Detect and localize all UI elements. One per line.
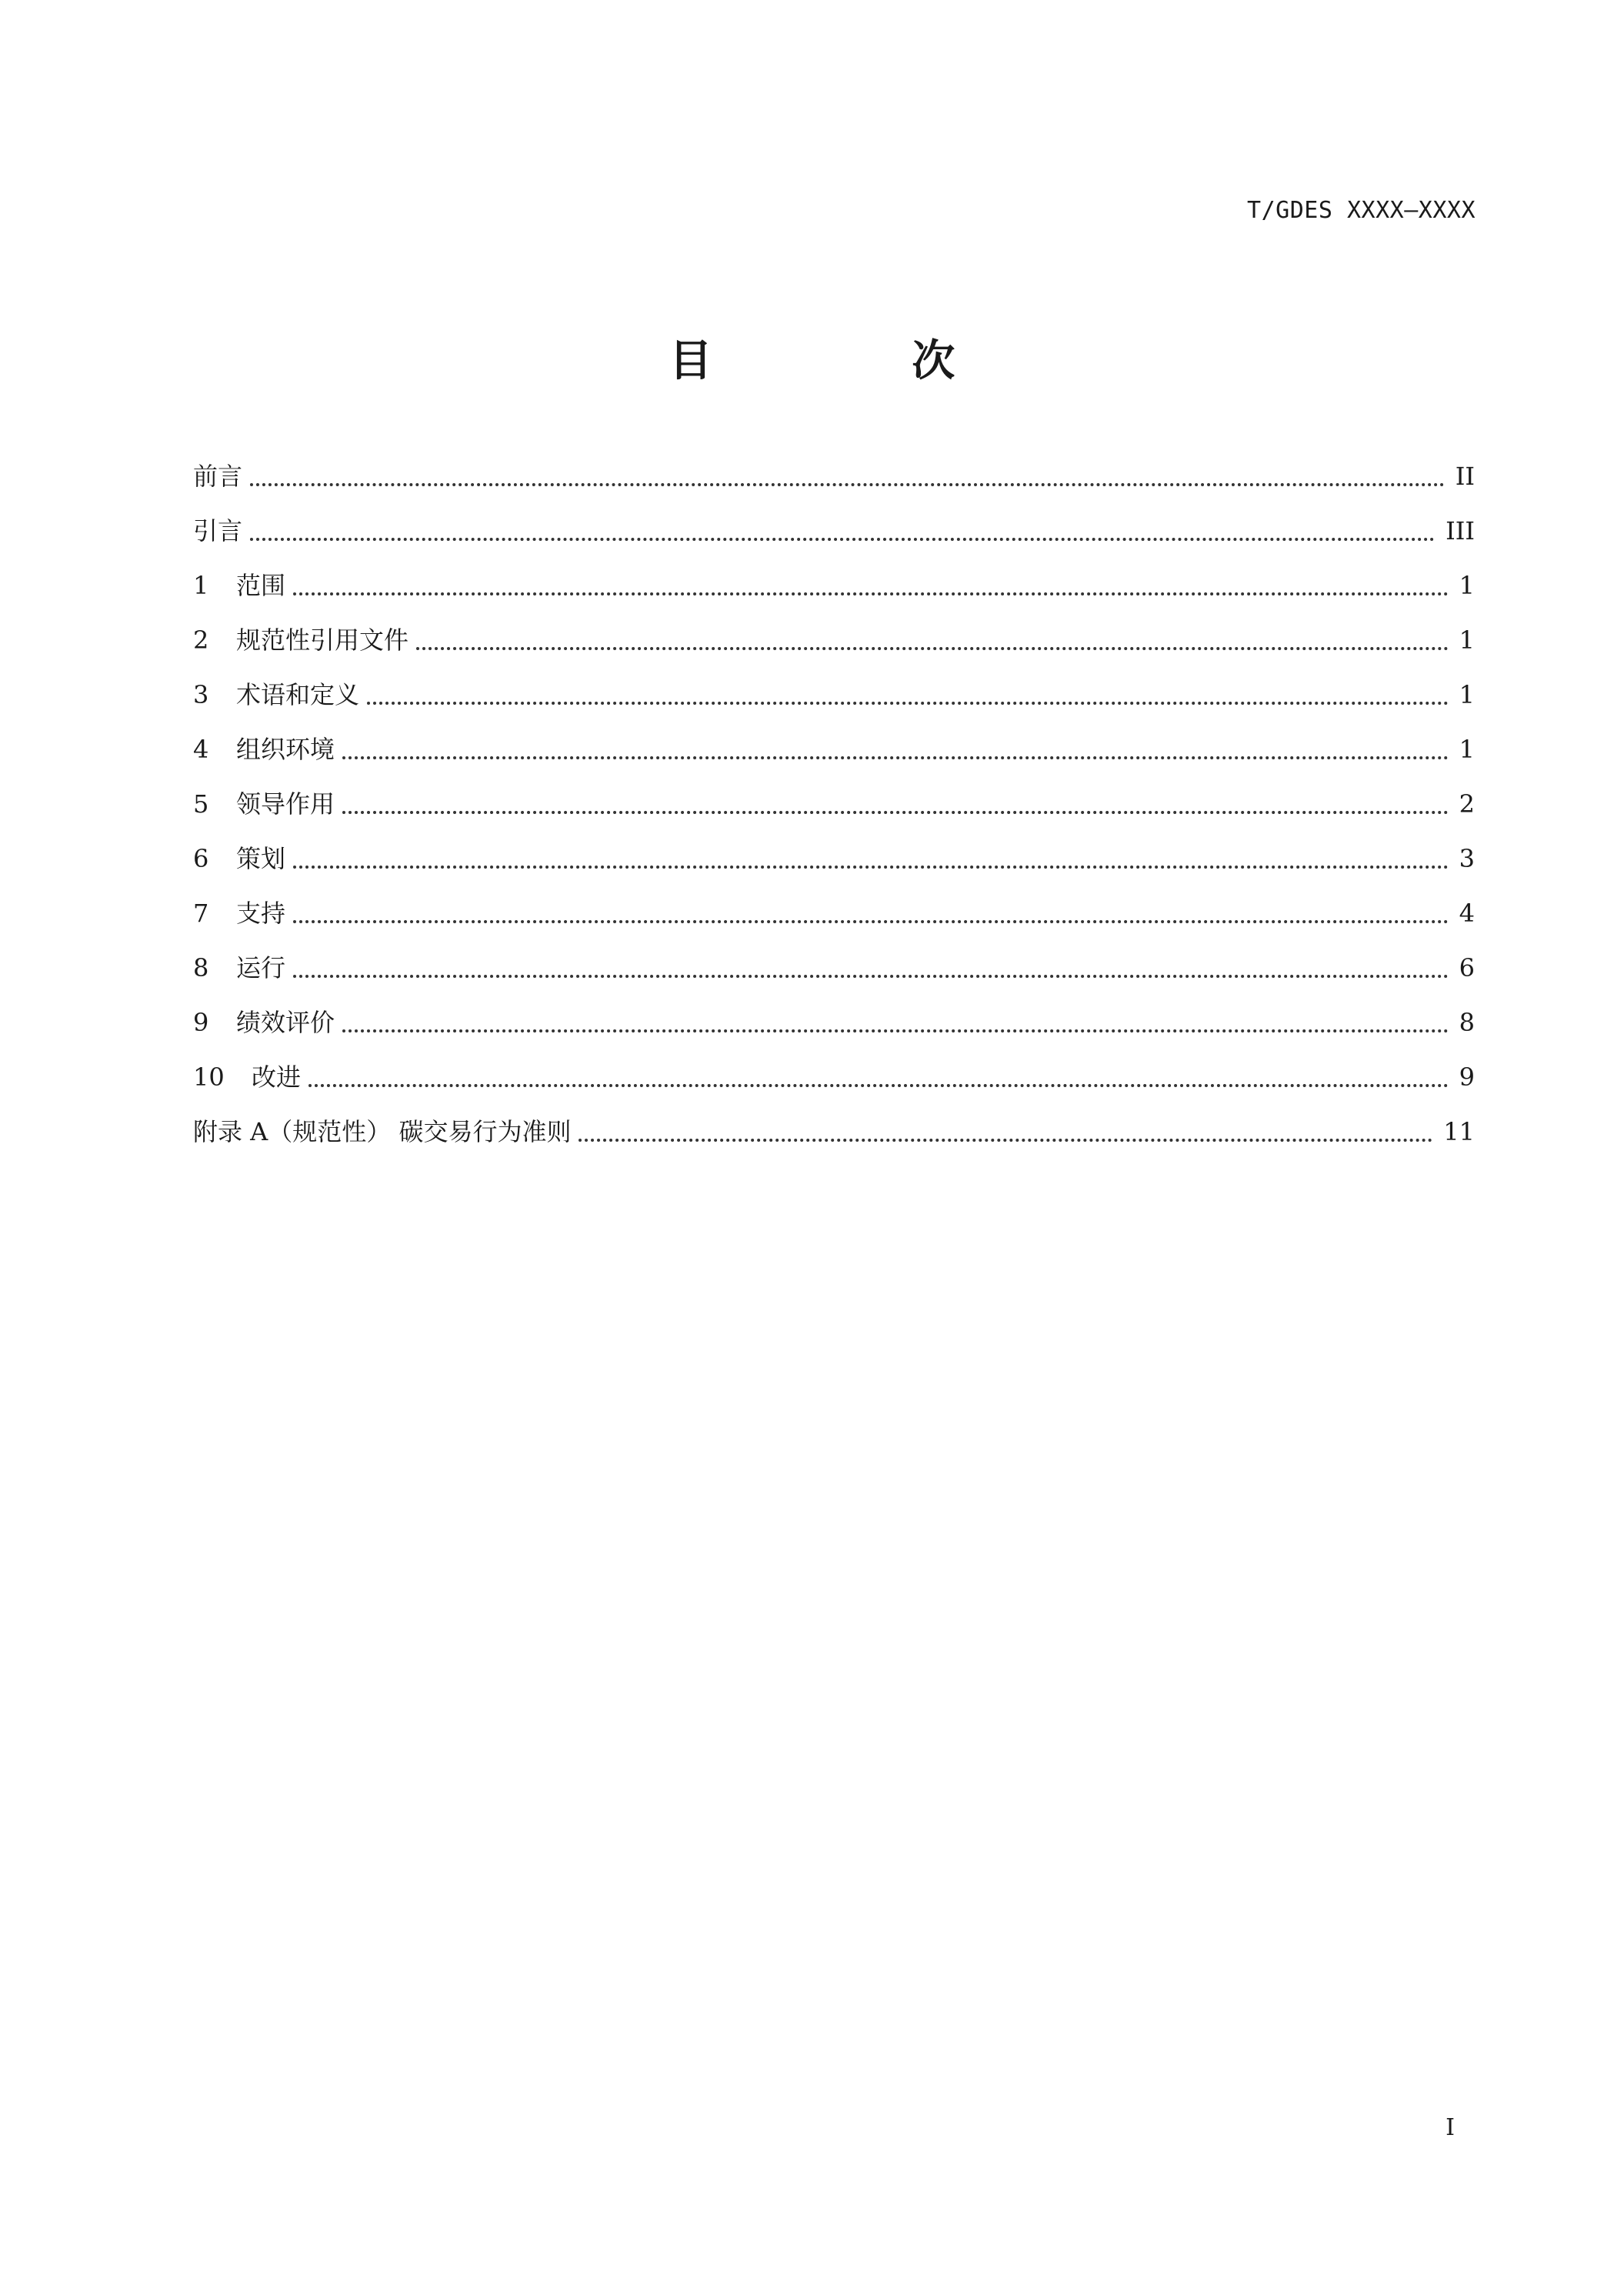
toc-entry-5[interactable] [193,777,1475,832]
toc-entry-label: 支持 [236,899,286,928]
dot-leader [367,702,1449,705]
toc-entry-number: 10 [193,1062,225,1092]
toc-entry-number: 6 [193,844,209,873]
dot-leader [416,647,1449,650]
dot-leader [342,811,1449,814]
toc-entry-number: 2 [193,625,209,655]
dot-leader [579,1139,1432,1142]
toc-entry-1[interactable] [193,559,1475,613]
dot-leader [293,920,1449,923]
toc-entry-page: 6 [1459,953,1475,982]
toc-entry-page: 1 [1459,571,1475,600]
toc-entry-page: 1 [1459,680,1475,709]
toc-entry-page: 3 [1459,844,1475,873]
toc-entry-number: 4 [193,735,209,764]
toc-entry-page: II [1455,462,1475,491]
dot-leader [342,756,1449,759]
dot-leader [293,975,1449,978]
toc-entry-label: 术语和定义 [236,680,360,709]
toc-entry-page: 2 [1459,789,1475,819]
toc-entry-page: 4 [1459,899,1475,928]
dot-leader [250,483,1445,486]
page-title: 目 次 [669,336,1048,386]
toc-entry-number: 9 [193,1008,209,1037]
toc-entry-page: 1 [1459,625,1475,655]
dot-leader [293,592,1449,595]
toc-entry-label: 组织环境 [236,735,335,764]
toc-entry-appendix-a[interactable] [193,1105,1475,1159]
toc-entry-label: 附录 A（规范性） 碳交易行为准则 [193,1117,572,1146]
toc-entry-foreword[interactable] [193,449,1475,504]
toc-entry-number: 5 [193,789,209,819]
toc-entry-page: 11 [1443,1117,1475,1146]
toc-entry-2[interactable] [193,613,1475,668]
toc-entry-4[interactable] [193,722,1475,777]
dot-leader [293,866,1449,869]
toc-entry-3[interactable] [193,668,1475,722]
toc-entry-8[interactable] [193,941,1475,996]
toc-entry-number: 7 [193,899,209,928]
toc-entry-introduction[interactable] [193,504,1475,559]
toc-entry-number: 3 [193,680,209,709]
toc-entry-7[interactable] [193,886,1475,941]
toc-entry-label: 规范性引用文件 [236,625,409,655]
toc-entry-page: 9 [1459,1062,1475,1092]
table-of-contents [193,449,1475,1159]
toc-entry-label: 运行 [236,953,286,982]
toc-entry-label: 策划 [236,844,286,873]
toc-entry-10[interactable] [193,1050,1475,1105]
toc-entry-page: 1 [1459,735,1475,764]
toc-entry-label: 改进 [252,1062,302,1092]
toc-entry-page: III [1446,516,1475,545]
toc-entry-9[interactable] [193,996,1475,1050]
dot-leader [308,1084,1449,1087]
document-code: T/GDES XXXX—XXXX [1247,197,1476,224]
dot-leader [342,1029,1449,1032]
page-number: I [1446,2114,1455,2141]
toc-entry-number: 1 [193,571,209,600]
toc-entry-label: 前言 [193,462,243,491]
toc-entry-6[interactable] [193,832,1475,886]
toc-entry-page: 8 [1459,1008,1475,1037]
toc-entry-label: 绩效评价 [236,1008,335,1037]
toc-entry-label: 范围 [236,571,286,600]
dot-leader [250,538,1435,541]
toc-entry-number: 8 [193,953,209,982]
toc-entry-label: 引言 [193,516,243,545]
toc-entry-label: 领导作用 [236,789,335,819]
